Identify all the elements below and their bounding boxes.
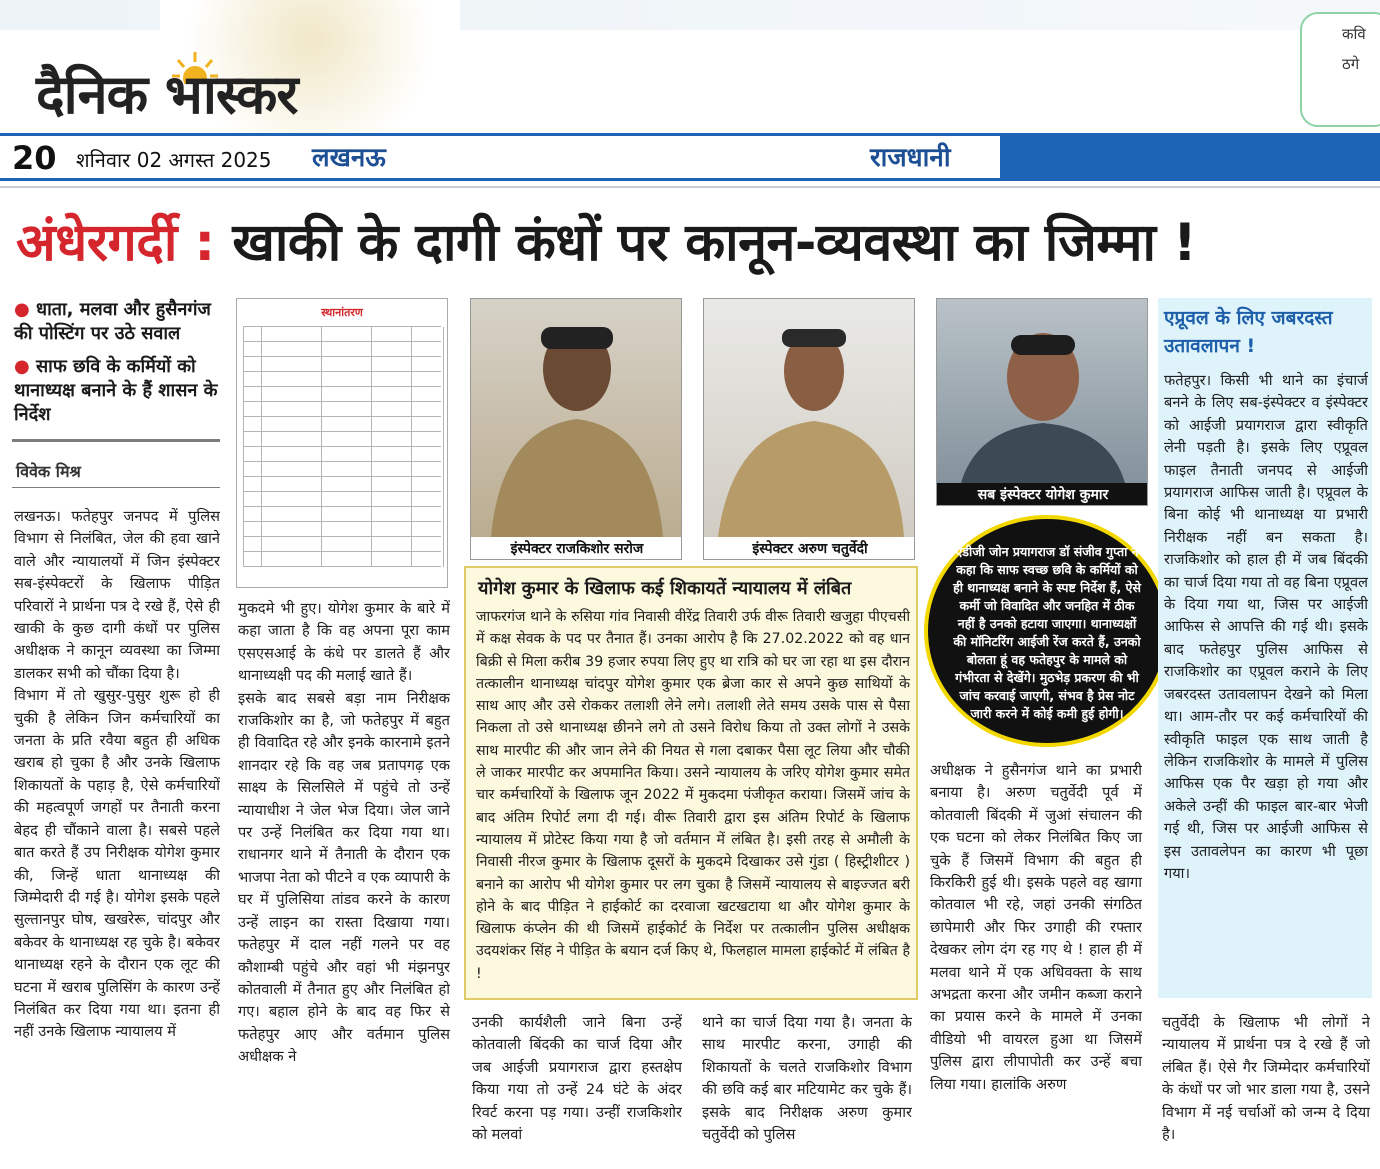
bullet-1-text: धाता, मलवा और हुसैनगंज की पोस्टिंग पर उठे सवाल bbox=[14, 299, 211, 344]
promo-line-1: कवि bbox=[1342, 25, 1366, 43]
table-cell bbox=[412, 327, 444, 342]
table-cell bbox=[322, 432, 372, 447]
table-cell bbox=[262, 417, 322, 432]
photo-caption-2: इंस्पेक्टर अरुण चतुर्वेदी bbox=[704, 537, 915, 560]
table-cell bbox=[372, 372, 412, 387]
table-cell bbox=[412, 537, 444, 552]
table-cell bbox=[412, 357, 444, 372]
table-cell bbox=[244, 522, 262, 537]
table-row bbox=[244, 342, 441, 357]
table-cell bbox=[244, 357, 262, 372]
table-cell bbox=[244, 417, 262, 432]
table-cell bbox=[372, 402, 412, 417]
table-cell bbox=[322, 387, 372, 402]
table-cell bbox=[372, 432, 412, 447]
table-cell bbox=[244, 372, 262, 387]
bullet-dot-icon: ● bbox=[14, 356, 30, 377]
divider bbox=[12, 487, 220, 488]
table-cell bbox=[322, 417, 372, 432]
transfer-list-title: स्थानांतरण bbox=[321, 306, 363, 319]
table-cell bbox=[322, 327, 372, 342]
table-cell bbox=[244, 492, 262, 507]
table-cell bbox=[412, 387, 444, 402]
table-cell bbox=[372, 357, 412, 372]
table-row bbox=[244, 462, 441, 477]
sidebar-body: फतेहपुर। किसी भी थाने का इंचार्ज बनने के लिए सब-इंस्पेक्टर व इंस्पेक्टर को आईजी प्रयागराज द्वारा स्वीकृति लेनी पड़ती है। इसके लिए एप्रूवल फाइल तैनाती जनपद से आईजी प्रयागराज आफिस जाती है। एप्रूवल के बिना कोई भी थानाध्यक्ष या प्रभारी निरीक्षक नहीं बन सकता है। राजकिशोर को हाल ही में जब बिंदकी का चार्ज दिया गया तो वह बिना एप्रूवल के दिया गया था, जिस पर आईजी आफिस से आपत्ति की गई थी। इसके बाद फतेहपुर पुलिस आफिस से राजकिशोर का एप्रूवल कराने के लिए जबरदस्त उतावलापन देखने को मिला था। आम-तौर पर कई कर्मचारियों की स्वीकृति फाइल एक साथ जाती है लेकिन राजकिशोर के मामले में पुलिस आफिस एक पैर खड़ा हो गया और अकेले उन्हीं की फाइल बार-बार भेजी गई थी, जिस पर आईजी आफिस से इस उतावलेपन का कारण भी पूछा गया। bbox=[1164, 372, 1368, 882]
table-cell bbox=[372, 417, 412, 432]
table-cell bbox=[244, 327, 262, 342]
table-row bbox=[244, 402, 441, 417]
table-cell bbox=[412, 477, 444, 492]
table-cell bbox=[262, 462, 322, 477]
table-cell bbox=[244, 447, 262, 462]
table-cell bbox=[322, 447, 372, 462]
table-cell bbox=[262, 477, 322, 492]
table-cell bbox=[412, 492, 444, 507]
page-number: 20 bbox=[12, 139, 57, 177]
article-column-5: अधीक्षक ने हुसैनगंज थाने का प्रभारी बनाया है। अरुण चतुर्वेदी पूर्व में कोतवाली बिंदकी में जुआं संचालन की एक घटना को लेकर निलंबित किए जा चुके हैं जिसमें विभाग की बहुत ही किरकिरी हुई थी। इसके पहले वह खागा कोतवाल भी रहे, जहां उनकी संगठित छापेमारी और फिर उगाही की रफ्तार देखकर लोग दंग रह गए थे ! हाल ही में मलवा थाने में एक अधिवक्ता के साथ अभद्रता करना और जमीन कब्जा कराने का प्रयास करने के मामले में उनका वीडियो भी वायरल हुआ था जिसमें पुलिस द्वारा लीपापोती कर उन्हें बचा लिया गया। हालांकि अरुण bbox=[930, 762, 1142, 1093]
sidebar-heading: एप्रूवल के लिए जबरदस्त उतावलापन ! bbox=[1164, 307, 1333, 357]
table-cell bbox=[322, 507, 372, 522]
table-cell bbox=[322, 372, 372, 387]
table-cell bbox=[244, 342, 262, 357]
quote-text: एडीजी जोन प्रयागराज डॉ संजीव गुप्ता ने कहा कि साफ स्वच्छ छवि के कर्मियों को ही थानाध्यक्ष बनाने के स्पष्ट निर्देश हैं, ऐसे कर्मी जो विवादित और जनहित में ठीक नहीं है उनको हटाया जाएगा। थानाध्यक्षों की मॉनिटरिंग आईजी रेंज करते हैं, उनको बोलता हूं वह फतेहपुर के मामले को गंभीरता से देखेंगे। मुठभेड़ प्रकरण की भी जांच करवाई जाएगी, संभव है प्रेस नोट जारी करने में कोई कमी हुई होगी। bbox=[953, 544, 1141, 721]
table-cell bbox=[412, 447, 444, 462]
table-cell bbox=[412, 552, 444, 567]
table-cell bbox=[372, 507, 412, 522]
photo-yogesh[interactable] bbox=[936, 298, 1148, 506]
officer-portrait-icon bbox=[937, 299, 1148, 483]
table-cell bbox=[244, 402, 262, 417]
table-cell bbox=[372, 462, 412, 477]
table-cell bbox=[262, 342, 322, 357]
table-cell bbox=[262, 552, 322, 567]
table-row bbox=[244, 522, 441, 537]
bullet-dot-icon: ● bbox=[14, 299, 30, 320]
table-cell bbox=[322, 402, 372, 417]
table-cell bbox=[322, 342, 372, 357]
table-row bbox=[244, 447, 441, 462]
table-row bbox=[244, 507, 441, 522]
table-cell bbox=[372, 552, 412, 567]
table-row bbox=[244, 492, 441, 507]
headline-text: खाकी के दागी कंधों पर कानून-व्यवस्था का जिम्मा ! bbox=[232, 213, 1197, 273]
table-cell bbox=[244, 537, 262, 552]
table-row bbox=[244, 357, 441, 372]
table-cell bbox=[372, 522, 412, 537]
table-cell bbox=[372, 342, 412, 357]
table-cell bbox=[322, 522, 372, 537]
quote-oval bbox=[924, 515, 1170, 747]
table-cell bbox=[412, 432, 444, 447]
table-cell bbox=[372, 387, 412, 402]
table-cell bbox=[412, 372, 444, 387]
table-cell bbox=[372, 327, 412, 342]
table-row bbox=[244, 372, 441, 387]
table-cell bbox=[262, 387, 322, 402]
box-body: जाफरगंज थाने के रुसिया गांव निवासी वीरेंद्र तिवारी उर्फ वीरू तिवारी खजुहा पीएचसी में कक्ष सेवक के पद पर तैनात हैं। उनका आरोप है कि 27.02.2022 को वह धान बिक्री से मिला करीब 39 हजार रुपया लिए हुए था रात्रि को घर जा रहा था इस दौरान तत्कालीन थानाध्यक्ष चांदपुर योगेश कुमार एक ब्रेजा कार से अपने कुछ साथियों के साथ आए और उसे रोककर तलाशी लेने लगे। तलाशी लेते समय उसके पास से पैसा निकला तो उसे थानाध्यक्ष छीनने लगे तो उसने विरोध किया तो उक्त लोगों ने उसके साथ मारपीट की और जान लेने की नियत से गला दबाकर पैसा लूट लिया और चौकी ले जाकर मारपीट कर अपमानित किया। उसने न्यायालय के जरिए योगेश कुमार समेत चार कर्मचारियों के खिलाफ जून 2022 में मुकदमा पंजीकृत कराया। जिसमें जांच के बाद अंतिम रिपोर्ट लगा दी गई। वीरू तिवारी द्वारा इस अंतिम रिपोर्ट के खिलाफ न्यायालय में प्रोटेस्ट किया गया है जो वर्तमान में लंबित है। इसी तरह से अमौली के निवासी नीरज कुमार के खिलाफ दूसरों के मुकदमे दिखाकर उसे गुंडा ( हिस्ट्रीशीटर ) बनाने का आरोप भी योगेश कुमार पर लग चुका है जिसमें न्यायालय से बाइज्जत बरी होने के बाद पीड़ित ने हाईकोर्ट का दरवाजा खटखटाया था और योगेश कुमार के खिलाफ कंप्लेन की थी जिसमें हाईकोर्ट के निर्देश पर तत्कालीन पुलिस अधीक्षक उदयशंकर सिंह ने पीड़ित के बयान दर्ज किए थे, फिलहाल मामला हाईकोर्ट में लंबित है ! bbox=[476, 609, 910, 982]
table-cell bbox=[412, 402, 444, 417]
officer-portrait-icon bbox=[471, 299, 682, 537]
table-cell bbox=[322, 537, 372, 552]
issue-date: शनिवार 02 अगस्त 2025 bbox=[76, 148, 272, 172]
table-cell bbox=[412, 417, 444, 432]
table-cell bbox=[322, 477, 372, 492]
photo-rajkishor[interactable] bbox=[470, 298, 682, 560]
section-name: राजधानी bbox=[870, 143, 951, 173]
table-cell bbox=[244, 507, 262, 522]
table-cell bbox=[412, 507, 444, 522]
box-heading: योगेश कुमार के खिलाफ कई शिकायतें न्यायालय में लंबित bbox=[478, 578, 852, 599]
newspaper-logo[interactable]: दैनिक भास्कर bbox=[36, 63, 298, 126]
table-row bbox=[244, 552, 441, 567]
bullet-2 bbox=[14, 355, 220, 427]
table-row bbox=[244, 387, 441, 402]
table-cell bbox=[244, 477, 262, 492]
bullet-1 bbox=[14, 298, 220, 346]
bullet-2-text: साफ छवि के कर्मियों को थानाध्यक्ष बनाने के हैं शासन के निर्देश bbox=[14, 356, 218, 425]
table-cell bbox=[244, 552, 262, 567]
table-cell bbox=[262, 372, 322, 387]
table-cell bbox=[244, 387, 262, 402]
table-cell bbox=[322, 357, 372, 372]
table-cell bbox=[412, 462, 444, 477]
table-cell bbox=[262, 537, 322, 552]
article-column-1: लखनऊ। फतेहपुर जनपद में पुलिस विभाग से निलंबित, जेल की हवा खाने वाले और न्यायालयों में जिन इंस्पेक्टर सब-इंस्पेक्टरों के खिलाफ पीड़ित परिवारों ने प्रार्थना पत्र दे रखे हैं, ऐसे ही खाकी के कुछ दागी कंधों पर पुलिस अधीक्षक ने कानून व्यवस्था का जिम्मा डालकर सभी को चौंका दिया है। विभाग में तो खुसुर-पुसुर शुरू हो ही चुकी है लेकिन जिन कर्मचारियों का जनता के प्रति रवैया बहुत ही अधिक खराब हो चुका है और उनके खिलाफ शिकायतों के पहाड़ है, ऐसे कर्मचारियों की महत्वपूर्ण जगहों पर तैनाती करना बेहद ही चौंकाने वाला है। सबसे पहले बात करते हैं उप निरीक्षक योगेश कुमार की, जिन्हें धाता थानाध्यक्ष की जिम्मेदारी दी गई है। योगेश इसके पहले सुल्तानपुर घोष, खखरेरू, चांदपुर और बकेवर के थानाध्यक्ष रह चुके है। बकेवर थानाध्यक्ष रहने के दौरान एक लूट की घटना में खराब पुलिसिंग के कारण उन्हें निलंबित कर दिया गया था। इतना ही नहीं उनके खिलाफ न्यायालय में bbox=[14, 508, 220, 1041]
table-cell bbox=[262, 492, 322, 507]
table-cell bbox=[372, 447, 412, 462]
table-cell bbox=[372, 477, 412, 492]
table-cell bbox=[262, 447, 322, 462]
edition-city: लखनऊ bbox=[312, 143, 386, 173]
table-row bbox=[244, 537, 441, 552]
table-cell bbox=[412, 342, 444, 357]
table-cell bbox=[322, 462, 372, 477]
article-column-2: मुकदमे भी हुए। योगेश कुमार के बारे में कहा जाता है कि वह अपना पूरा काम एसएसआई के कंधे पर डालते हैं और थानाध्यक्षी पद की मलाई खाते हैं। इसके बाद सबसे बड़ा नाम निरीक्षक राजकिशोर का है, जो फतेहपुर में बहुत ही विवादित रहे और इनके कारनामे इतने शानदार रहे कि वह जब प्रतापगढ़ एक साक्ष्य के सिलसिले में पहुंचे तो उन्हें न्यायाधीश ने जेल भेज दिया। जेल जाने पर उन्हें निलंबित कर दिया गया था। राधानगर थाने में तैनाती के दौरान एक भाजपा नेता को पीटने व एक व्यापारी के घर में पुलिसिया तांडव करने के कारण उन्हें लाइन का रास्ता दिखाया गया। फतेहपुर में दाल नहीं गलने पर वह कौशाम्बी पहुंचे और वहां भी मंझनपुर कोतवाली में तैनात हुए और निलंबित हो गए। बहाल होने के बाद वह फिर से फतेहपुर आए और वर्तमान पुलिस अधीक्षक ने bbox=[238, 600, 450, 1066]
complaints-box bbox=[464, 566, 918, 1000]
promo-line-2: ठगे bbox=[1342, 55, 1360, 73]
approval-sidebar bbox=[1158, 298, 1372, 998]
table-cell bbox=[322, 552, 372, 567]
table-row bbox=[244, 432, 441, 447]
article-column-4: थाने का चार्ज दिया गया है। जनता के साथ मारपीट करना, उगाही की शिकायतों के चलते राजकिशोर विभाग की छवि कई बार मटियामेट कर चुके हैं। इसके बाद निरीक्षक अरुण कुमार चतुर्वेदी को पुलिस bbox=[702, 1014, 912, 1144]
article-column-6: चतुर्वेदी के खिलाफ भी लोगों ने न्यायालय में प्रार्थना पत्र दे रखे हैं जो लंबित हैं। ऐसे गैर जिम्मेदार कर्मचारियों के कंधों पर जो भार डाला गया है, उसने विभाग में नई चर्चाओं को जन्म दे दिया है। bbox=[1162, 1014, 1370, 1144]
page-title bbox=[16, 208, 1376, 278]
photo-caption-3: सब इंस्पेक्टर योगेश कुमार bbox=[937, 483, 1148, 506]
table-cell bbox=[262, 522, 322, 537]
table-cell bbox=[372, 492, 412, 507]
table-cell bbox=[372, 537, 412, 552]
table-cell bbox=[262, 402, 322, 417]
divider bbox=[0, 186, 1380, 188]
photo-caption-1: इंस्पेक्टर राजकिशोर सरोज bbox=[471, 537, 682, 560]
divider bbox=[12, 439, 220, 442]
table-cell bbox=[412, 522, 444, 537]
transfer-list-image[interactable] bbox=[236, 298, 448, 588]
byline: विवेक मिश्र bbox=[16, 462, 81, 481]
table-row bbox=[244, 417, 441, 432]
table-cell bbox=[262, 327, 322, 342]
officer-portrait-icon bbox=[704, 299, 915, 537]
table-row bbox=[244, 327, 441, 342]
table-cell bbox=[244, 432, 262, 447]
table-cell bbox=[244, 462, 262, 477]
table-cell bbox=[262, 432, 322, 447]
promo-bubble[interactable] bbox=[1300, 12, 1380, 127]
table-row bbox=[244, 477, 441, 492]
table-cell bbox=[262, 507, 322, 522]
table-cell bbox=[262, 357, 322, 372]
table-cell bbox=[322, 492, 372, 507]
article-column-3: उनकी कार्यशैली जाने बिना उन्हें कोतवाली बिंदकी का चार्ज दिया और जब आईजी प्रयागराज द्वारा हस्तक्षेप किया गया तो उन्हें 24 घंटे के अंदर रिवर्ट करना पड़ गया। उन्हीं राजकिशोर को मलवां bbox=[472, 1014, 682, 1144]
photo-arun[interactable] bbox=[703, 298, 915, 560]
headline-kicker: अंधेरगर्दी : bbox=[16, 213, 215, 273]
